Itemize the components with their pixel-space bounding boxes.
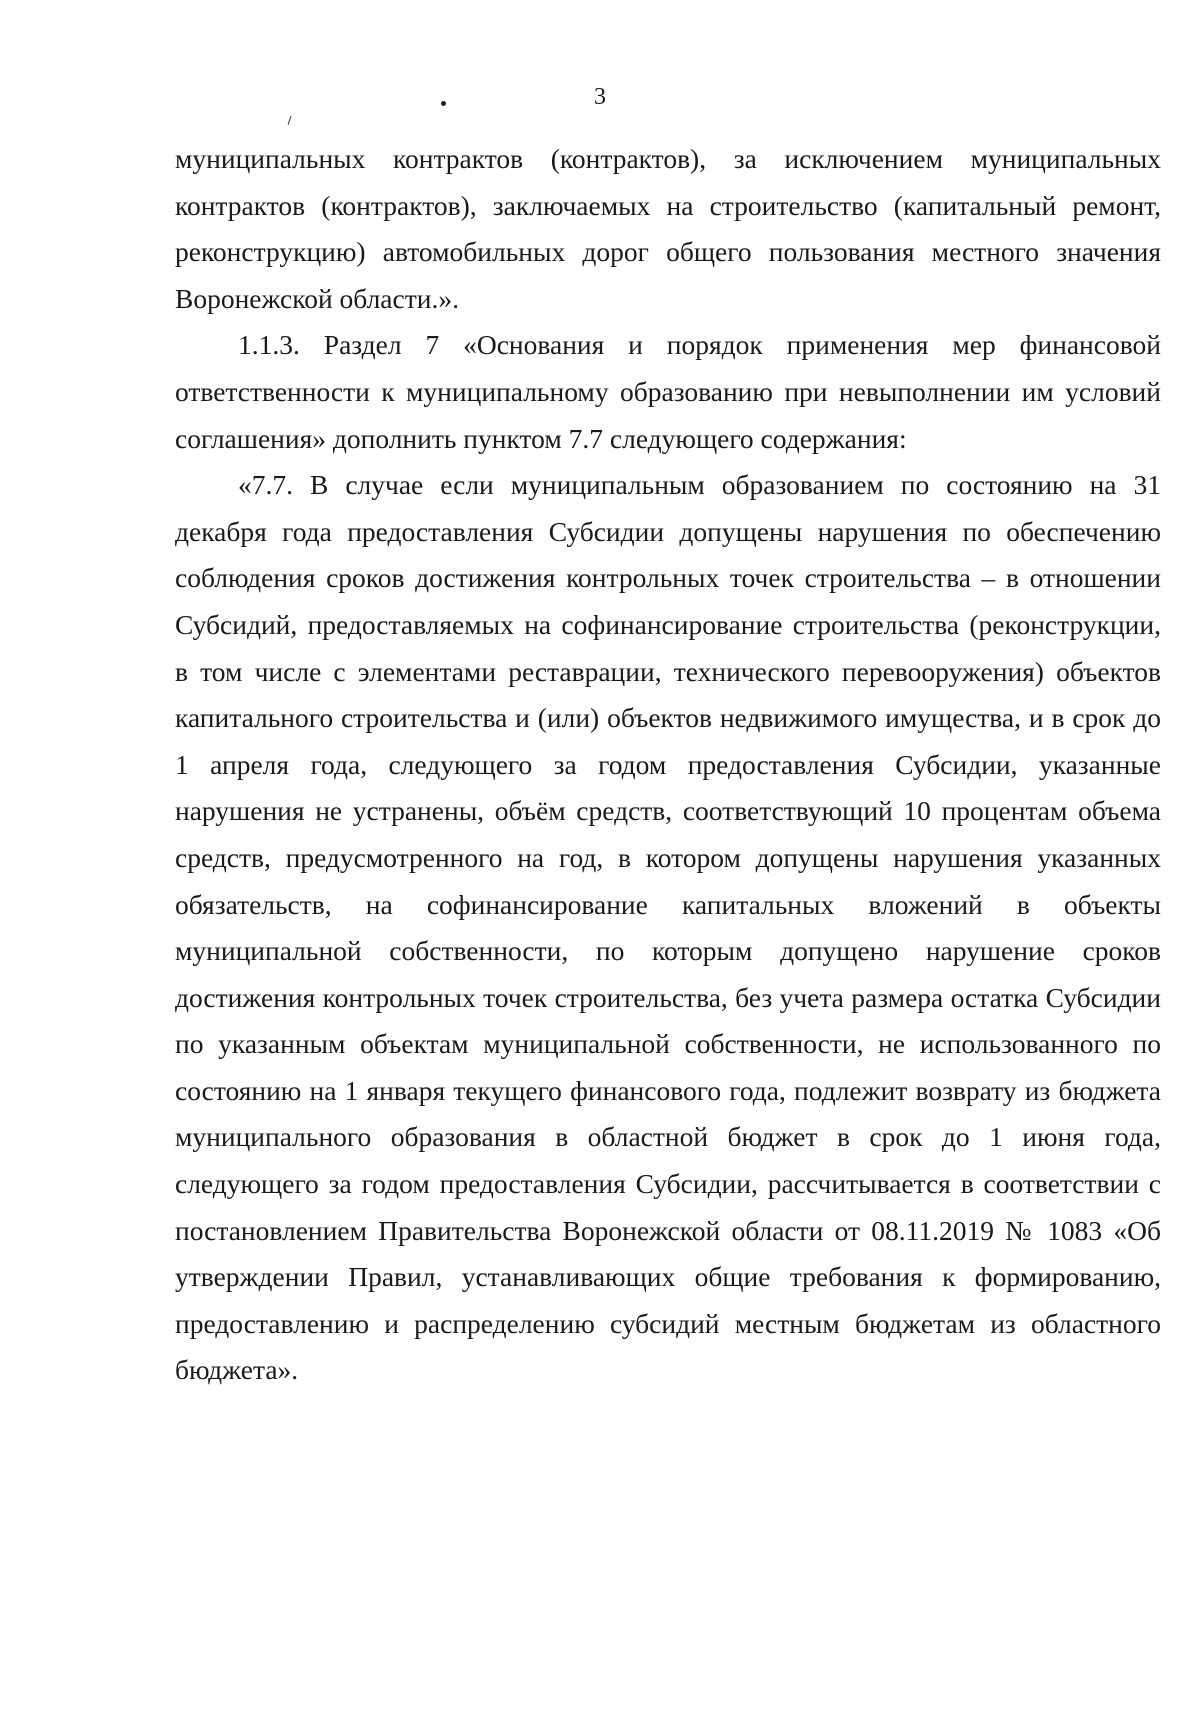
scan-artifact-dot (441, 101, 446, 106)
paragraph-clause-1-1-3: 1.1.3. Раздел 7 «Основания и порядок применения мер финансовой ответственности к муниципальному образованию при невыполнении им условий соглашения» дополнить пунктом 7.7 следующего содержания: (175, 329, 1161, 454)
paragraph-clause-7-7: «7.7. В случае если муниципальным образованием по состоянию на 31 декабря года предоставления Субсидии допущены нарушения по обеспечению соблюдения сроков достижения контрольных точек строительства – в отношении Субсидий, предоставляемых на софинансирование строительства (реконструкции, в том числе с элементами реставрации, технического перевооружения) объектов капитального строительства и (или) объектов недвижимого имущества, и в срок до 1 апреля года, следующего за годом предоставления Субсидии, указанные нарушения не устранены, объём средств, соответствующий 10 процентам объема средств, предусмотренного на год, в котором допущены нарушения указанных обязательств, на софинансирование капитальных вложений в объекты муниципальной собственности, по которым допущено нарушение сроков достижения контрольных точек строительства, без учета размера остатка Субсидии по указанным объектам муниципальной собственности, не использованного по состоянию на 1 января текущего финансового года, подлежит возврату из бюджета муниципального образования в областной бюджет в срок до 1 июня года, следующего за годом предоставления Субсидии, рассчитывается в соответствии с постановлением Правительства Воронежской области от 08.11.2019 № 1083 «Об утверждении Правил, устанавливающих общие требования к формированию, предоставлению и распределению субсидий местным бюджетам из областного бюджета». (175, 469, 1161, 1386)
paragraph-continuation: муниципальных контрактов (контрактов), за исключением муниципальных контрактов (контрактов), заключаемых на строительство (капитальный ремонт, реконструкцию) автомобильных дорог общего пользования местного значения Воронежской области.». (175, 143, 1161, 314)
document-body (175, 136, 1161, 1394)
scan-artifact-tick (288, 116, 292, 125)
page-number: 3 (594, 84, 606, 110)
